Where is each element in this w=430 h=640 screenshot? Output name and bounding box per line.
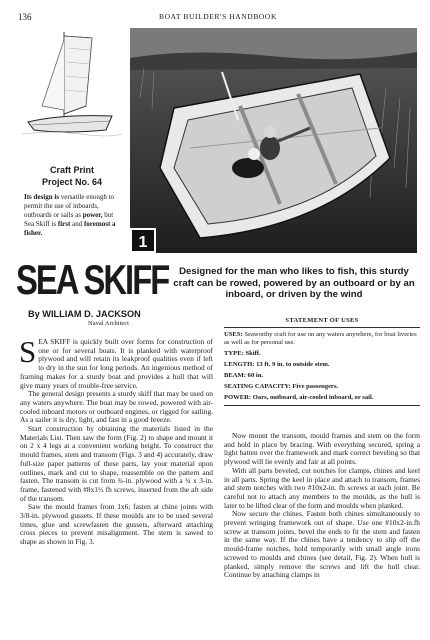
author-title: Naval Architect — [88, 320, 129, 327]
paragraph: Now mount the transom, mould frames and stem on the form and hold in place by bracing. With everything secured, spring a light batten over the framework and mark correct beveling so that plywood will lie evenly and fair at all points. — [224, 431, 420, 467]
spec-type: TYPE: Skiff. — [224, 350, 261, 357]
page-number: 136 — [18, 12, 32, 22]
specs-heading: STATEMENT OF USES — [285, 317, 359, 324]
paragraph: SEA SKIFF is quickly built over forms for construction of one or for several boats. It is planked with waterproof plywood and will retain its leakproof qualities even if left to dry in the sun for long periods. An ingenious method of framing makes for a sturdy boat and provides a hull that will give many years of trouble-free service. — [19, 334, 213, 390]
statement-of-uses — [224, 317, 420, 407]
craft-print-box — [20, 165, 124, 238]
divider — [224, 327, 420, 328]
dropcap: S — [19, 334, 37, 369]
figure-number: 1 — [138, 234, 148, 251]
left-column — [19, 334, 213, 547]
spec-uses: USES: Seaworthy craft for use on any waters anywhere, for boat liveries as well as for personal use. — [224, 331, 417, 346]
paragraph: Saw the mould frames from 1x6; fasten at chine joints with 3/8-in. plywood gussets. If these moulds are to be used several times, glue and screwfasten the gussets, afterward attaching cross pieces to prevent misalignment. The stem is sawed to shape as shown in Fig. 3. — [20, 502, 213, 547]
craft-print-title: Craft Print — [49, 165, 94, 175]
skiff-photo — [130, 28, 417, 253]
running-head: BOAT BUILDER'S HANDBOOK — [159, 12, 277, 21]
paragraph: With all parts beveled, cut notches for clamps, chines and keel in all parts. Spring the keel in place and attach to transom, frames and stem notches with two #10x2-in. fh screws at each joint. Be careful not to attach any members to the moulds, as the hull is later to be lifted clear of the form and moulds when planked. — [224, 465, 420, 510]
paragraph: Now secure the chines. Fasten both chines simultaneously to prevent wringing framework out of shape. Use one #10x2-in.fh screw at transom joints, bevel the ends to fit the stem and fasten in the same way. If the chines have a tendency to slip off the mould-frame notches, hold temporarily with small angle irons screwed to moulds and chines (see detail, Fig. 2). When hull is planked, simply remove the screws and lift the hull clear. Continue by attaching clamps in — [224, 509, 420, 580]
article-title: SEA SKIFF — [16, 256, 169, 303]
article-tagline: Designed for the man who likes to fish, this sturdy craft can be rowed, powered by an outboard or by an inboard, or driven by the wind — [173, 266, 415, 300]
spec-capacity: SEATING CAPACITY: Five passengers. — [224, 383, 339, 390]
paragraph: The general design presents a sturdy skiff that may be used on any waters anywhere. The boat may be rowed, powered with air-cooled inboard motors or outboard engines, or rigged for sailing. As a sailer it is dry, light, and fast in a good breeze. — [20, 389, 213, 425]
divider — [224, 405, 420, 406]
page-header — [18, 12, 418, 24]
project-number: Project No. 64 — [41, 177, 103, 187]
paragraph: Start construction by obtaining the materials listed in the Materials List. Then saw the form (Fig. 2) to shape and mount it on 2 x 4 legs at a convenient working height. To construct the mould frames, stem and transom (Figs. 3 and 4) accurately, draw full-size paper patterns of these parts, lay your material upon outlines, mark and cut to shape, reassemble on the pattern and fasten. The transom is cut from ¾-in. plywood with a ¾ x 3-in. frame, fastened with #8x1½ fh screws, inserted from the aft side of the transom. — [20, 424, 213, 503]
craft-print-description: Its design is versatile enough to permit the use of inboards, outboards or sails as power, but Sea Skiff is first and foremost a fisher. — [24, 193, 116, 237]
right-column — [224, 432, 420, 580]
spec-length: LENGTH: 13 ft. 9 in. to outside stem. — [224, 361, 330, 368]
spec-power: POWER: Oars, outboard, air-cooled inboard, or sail. — [224, 394, 374, 401]
spec-beam: BEAM: 60 in. — [224, 372, 264, 379]
author-byline: By WILLIAM D. JACKSON — [28, 309, 141, 319]
sailboat-sketch — [20, 26, 124, 144]
